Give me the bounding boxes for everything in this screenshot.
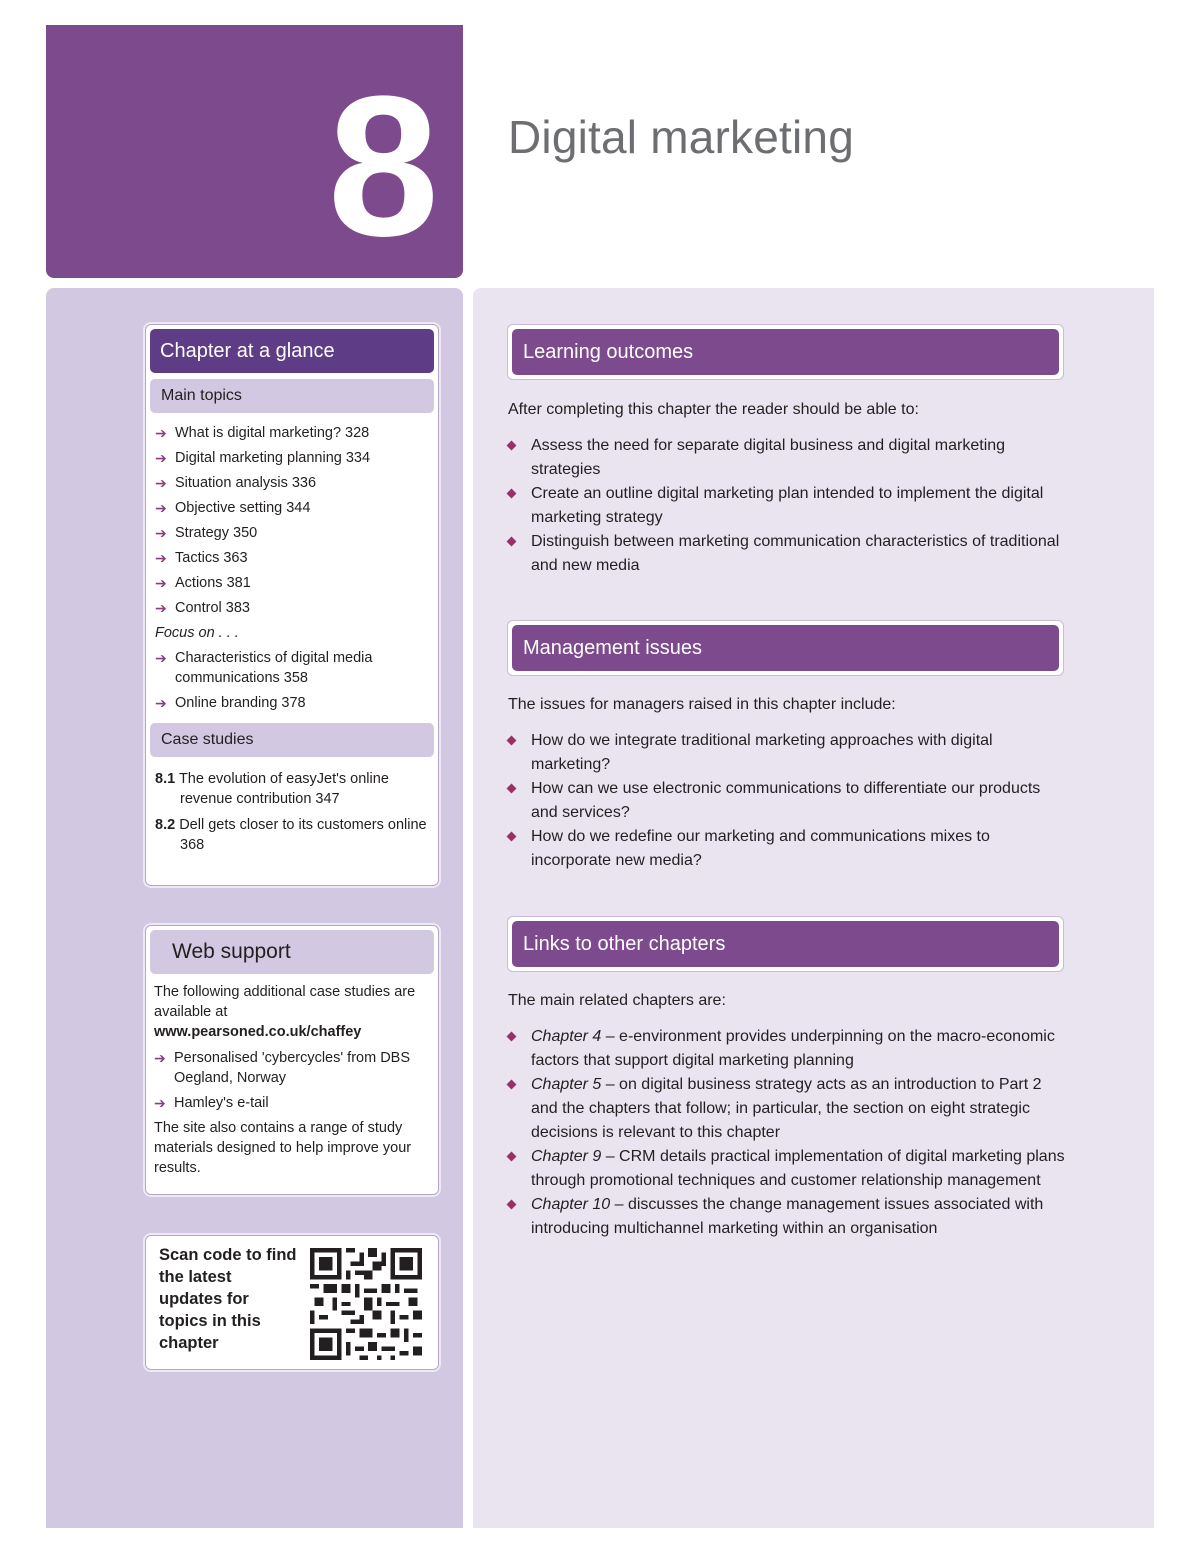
management-issues-list — [508, 729, 1068, 873]
learning-outcomes-list — [508, 434, 1068, 578]
arrow-icon: ➔ — [155, 475, 167, 491]
list-item[interactable]: Chapter 5 – on digital business strategy acts as an introduction to Part 2 and the chapters that follow; in particular, the section on eight strategic decisions is relevant to this chapter — [508, 1073, 1068, 1145]
arrow-icon: ➔ — [155, 550, 167, 566]
scan-code-text: Scan code to find the latest updates for topics in this chapter — [159, 1246, 297, 1352]
topic-item[interactable]: ➔ Strategy 350 — [155, 525, 258, 541]
links-title: Links to other chapters — [512, 921, 1059, 967]
case-study-item[interactable]: 8.1 The evolution of easyJet's online revenue contribution 347 — [155, 771, 389, 807]
arrow-icon: ➔ — [155, 575, 167, 591]
diamond-bullet-icon — [507, 1200, 517, 1210]
diamond-bullet-icon — [507, 1152, 517, 1162]
arrow-icon: ➔ — [155, 500, 167, 516]
focus-on-label: Focus on . . . — [155, 625, 239, 641]
main-topics-heading: Main topics — [150, 379, 434, 413]
diamond-bullet-icon — [507, 441, 517, 451]
list-item[interactable]: Chapter 10 – discusses the change management issues associated with introducing multichannel marketing within an organisation — [508, 1193, 1068, 1241]
management-issues-title: Management issues — [512, 625, 1059, 671]
arrow-icon: ➔ — [154, 1050, 166, 1066]
web-support-outro: The site also contains a range of study materials designed to help improve your results. — [154, 1120, 412, 1176]
list-item: Create an outline digital marketing plan intended to implement the digital marketing strategy — [508, 482, 1068, 530]
focus-topics-list — [146, 648, 438, 713]
arrow-icon: ➔ — [155, 425, 167, 441]
chapter-number: 8 — [327, 55, 439, 278]
chapter-at-a-glance-panel — [145, 324, 439, 886]
arrow-icon: ➔ — [155, 650, 167, 666]
arrow-icon: ➔ — [155, 525, 167, 541]
scan-code-panel — [145, 1235, 439, 1370]
case-studies-heading: Case studies — [150, 723, 434, 757]
learning-outcomes-intro: After completing this chapter the reader should be able to: — [508, 401, 919, 418]
web-support-url[interactable]: www.pearsoned.co.uk/chaffey — [154, 1024, 362, 1040]
web-support-item[interactable]: ➔ Hamley's e-tail — [154, 1095, 269, 1111]
list-item: How do we integrate traditional marketing approaches with digital marketing? — [508, 729, 1068, 777]
qr-code-icon[interactable] — [310, 1248, 422, 1360]
arrow-icon: ➔ — [155, 450, 167, 466]
glance-title: Chapter at a glance — [150, 329, 434, 373]
list-item: Distinguish between marketing communication characteristics of traditional and new media — [508, 530, 1068, 578]
case-studies-list — [146, 769, 438, 855]
case-study-item[interactable]: 8.2 Dell gets closer to its customers online 368 — [155, 817, 427, 853]
diamond-bullet-icon — [507, 736, 517, 746]
list-item: How can we use electronic communications to differentiate our products and services? — [508, 777, 1068, 825]
links-header — [507, 916, 1064, 972]
chapter-title: Digital marketing — [508, 111, 854, 163]
list-item: Assess the need for separate digital business and digital marketing strategies — [508, 434, 1068, 482]
web-support-list — [154, 1048, 428, 1113]
diamond-bullet-icon — [507, 1032, 517, 1042]
list-item: How do we redefine our marketing and communications mixes to incorporate new media? — [508, 825, 1068, 873]
topic-item[interactable]: ➔ Control 383 — [155, 600, 250, 616]
web-support-panel — [145, 925, 439, 1195]
links-list — [508, 1025, 1068, 1241]
topic-item[interactable]: ➔ Objective setting 344 — [155, 500, 311, 516]
list-item[interactable]: Chapter 4 – e-environment provides underpinning on the macro-economic factors that support digital marketing planning — [508, 1025, 1068, 1073]
diamond-bullet-icon — [507, 784, 517, 794]
links-intro: The main related chapters are: — [508, 992, 726, 1009]
arrow-icon: ➔ — [155, 695, 167, 711]
management-issues-header — [507, 620, 1064, 676]
chapter-number-block — [46, 25, 463, 278]
main-topics-list — [146, 423, 438, 618]
focus-topic-item[interactable]: ➔ Online branding 378 — [155, 695, 306, 711]
diamond-bullet-icon — [507, 832, 517, 842]
management-issues-intro: The issues for managers raised in this chapter include: — [508, 696, 896, 713]
topic-item[interactable]: ➔ Digital marketing planning 334 — [155, 450, 371, 466]
web-support-intro: The following additional case studies are available at — [154, 984, 416, 1020]
learning-outcomes-header — [507, 324, 1064, 380]
web-support-item[interactable]: ➔ Personalised 'cybercycles' from DBS Oegland, Norway — [154, 1050, 411, 1086]
topic-item[interactable]: ➔ What is digital marketing? 328 — [155, 425, 370, 441]
topic-item[interactable]: ➔ Actions 381 — [155, 575, 251, 591]
diamond-bullet-icon — [507, 489, 517, 499]
diamond-bullet-icon — [507, 1080, 517, 1090]
arrow-icon: ➔ — [154, 1095, 166, 1111]
diamond-bullet-icon — [507, 537, 517, 547]
list-item[interactable]: Chapter 9 – CRM details practical implementation of digital marketing plans through promotional techniques and customer relationship management — [508, 1145, 1068, 1193]
web-support-title: Web support — [150, 930, 434, 974]
topic-item[interactable]: ➔ Tactics 363 — [155, 550, 248, 566]
arrow-icon: ➔ — [155, 600, 167, 616]
learning-outcomes-title: Learning outcomes — [512, 329, 1059, 375]
focus-topic-item[interactable]: ➔ Characteristics of digital media communications 358 — [155, 650, 373, 686]
topic-item[interactable]: ➔ Situation analysis 336 — [155, 475, 317, 491]
